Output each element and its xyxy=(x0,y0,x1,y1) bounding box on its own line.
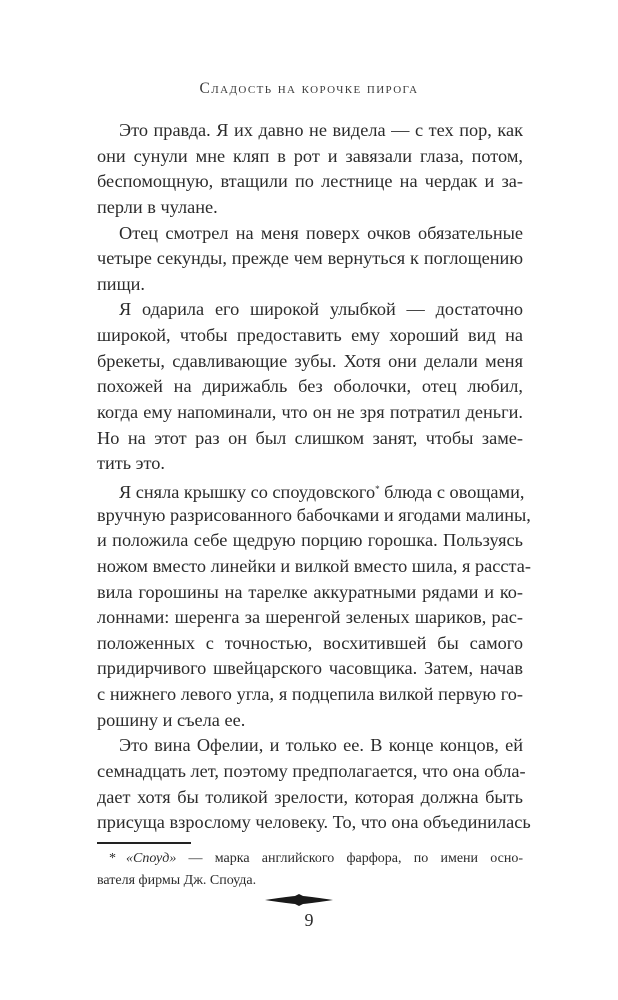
paragraph xyxy=(97,221,523,298)
text-line: тить это. xyxy=(97,453,165,474)
footnote xyxy=(97,848,523,892)
text-line: присуща взрослому человеку. То, что она объединилась xyxy=(97,812,531,833)
text-line: Это вина Офелии, и только ее. В конце концов, ей xyxy=(119,735,523,756)
text-line: Я одарила его широкой улыбкой — достаточно xyxy=(119,299,523,320)
text-line: придирчивого швейцарского часовщика. Затем, начав xyxy=(97,658,523,679)
text-line: перли в чулане. xyxy=(97,196,218,217)
paragraph xyxy=(97,733,531,836)
text-line: когда ему напоминали, что он не зря потратил деньги. xyxy=(97,402,523,423)
text-line: ножом вместо линейки и вилкой вместо шила, я расста- xyxy=(97,555,531,576)
text-line: Я сняла крышку со споудовского* блюда с овощами, xyxy=(119,481,525,502)
paragraph xyxy=(97,118,523,221)
text-line: Это правда. Я их давно не видела — с тех пор, как xyxy=(119,120,523,140)
text-line: беспомощную, втащили по лестнице на чердак и за- xyxy=(97,171,523,192)
text-line: вручную разрисованного бабочками и ягодами малины, xyxy=(97,504,531,525)
body-text xyxy=(97,118,531,836)
text-line: рошину и съела ее. xyxy=(97,709,246,730)
text-line: с нижнего левого угла, я подцепила вилкой первую го- xyxy=(97,684,523,705)
text-line: Отец смотрел на меня поверх очков обязательные xyxy=(119,222,523,243)
text-line: положенных с точностью, восхитившей бы самого xyxy=(97,632,523,653)
text-line: они сунули мне кляп в рот и завязали глаза, потом, xyxy=(97,145,523,166)
text-line: дает хотя бы толикой зрелости, которая должна быть xyxy=(97,786,523,807)
footnote-text: — марка английского фарфора, по имени осно- xyxy=(176,851,523,866)
text-line: широкой, чтобы предоставить ему хороший вид на xyxy=(97,325,523,346)
ornament-divider-icon xyxy=(265,894,333,906)
footnote-text-cont: вателя фирмы Дж. Споуда. xyxy=(97,873,257,888)
text-line: и положила себе щедрую порцию горошка. Пользуясь xyxy=(97,530,523,551)
footnote-reference[interactable]: * xyxy=(375,483,380,494)
paragraph xyxy=(97,477,531,733)
page-number: 9 xyxy=(304,910,314,930)
text-line: лоннами: шеренга за шеренгой зеленых шариков, рас- xyxy=(97,607,523,628)
footnote-term: «Споуд» xyxy=(126,851,177,866)
text-line: пищи. xyxy=(97,273,145,294)
text-line: семнадцать лет, поэтому предполагается, что она обла- xyxy=(97,761,526,782)
text-line: четыре секунды, прежде чем вернуться к поглощению xyxy=(97,248,523,269)
text-line: брекеты, сдавливающие зубы. Хотя они делали меня xyxy=(97,350,523,371)
footnote-mark: * xyxy=(109,851,116,866)
text-line: Но на этот раз он был слишком занят, чтобы заме- xyxy=(97,427,523,448)
footnote-separator xyxy=(97,842,191,844)
text-line: похожей на дирижабль без оболочки, отец любил, xyxy=(97,376,523,397)
text-line: вила горошины на тарелке аккуратными рядами и ко- xyxy=(97,581,523,602)
paragraph xyxy=(97,297,523,476)
running-header: Сладость на корочке пирога xyxy=(199,80,419,97)
